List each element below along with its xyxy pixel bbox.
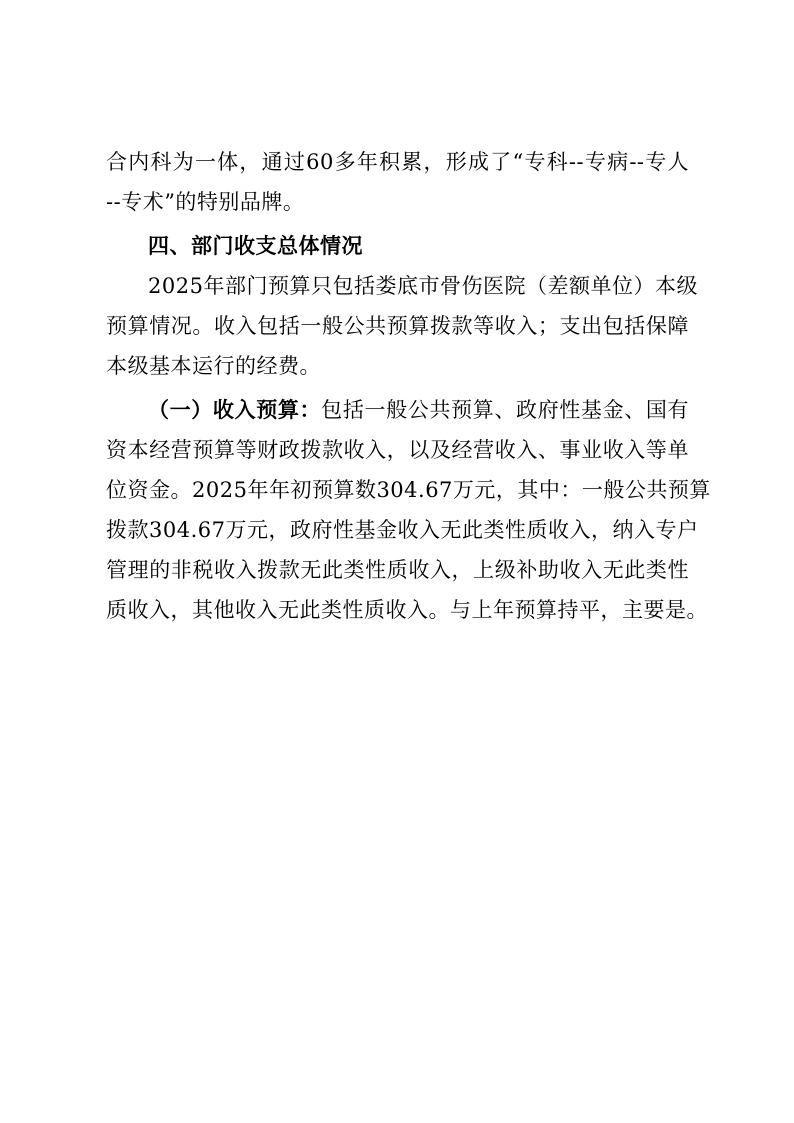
paragraph-line: 合内科为一体，通过60多年积累，形成了“专科--专病--专人 xyxy=(106,150,689,174)
paragraph-line: 资本经营预算等财政拨款收入，以及经营收入、事业收入等单 xyxy=(106,438,689,462)
paragraph-line: 拨款304.67万元，政府性基金收入无此类性质收入，纳入专户 xyxy=(106,518,699,542)
document-body xyxy=(106,142,711,630)
paragraph-line: 预算情况。收入包括一般公共预算拨款等收入；支出包括保障 xyxy=(106,314,689,338)
income-paragraph-first-line xyxy=(106,390,689,430)
income-label: （一）收入预算： xyxy=(148,397,322,422)
section-heading: 四、部门收支总体情况 xyxy=(148,234,363,258)
paragraph-line: 管理的非税收入拨款无此类性质收入，上级补助收入无此类性 xyxy=(106,558,689,582)
paragraph-line: 质收入，其他收入无此类性质收入。与上年预算持平，主要是。 xyxy=(106,598,708,622)
paragraph-line: 位资金。2025年年初预算数304.67万元，其中：一般公共预算 xyxy=(106,478,711,502)
paragraph-line: --专术”的特别品牌。 xyxy=(106,190,305,214)
paragraph-line: 本级基本运行的经费。 xyxy=(106,354,321,378)
income-first-line-text: 包括一般公共预算、政府性基金、国有 xyxy=(321,398,690,422)
paragraph-line: 2025年部门预算只包括娄底市骨伤医院（差额单位）本级 xyxy=(148,274,698,298)
